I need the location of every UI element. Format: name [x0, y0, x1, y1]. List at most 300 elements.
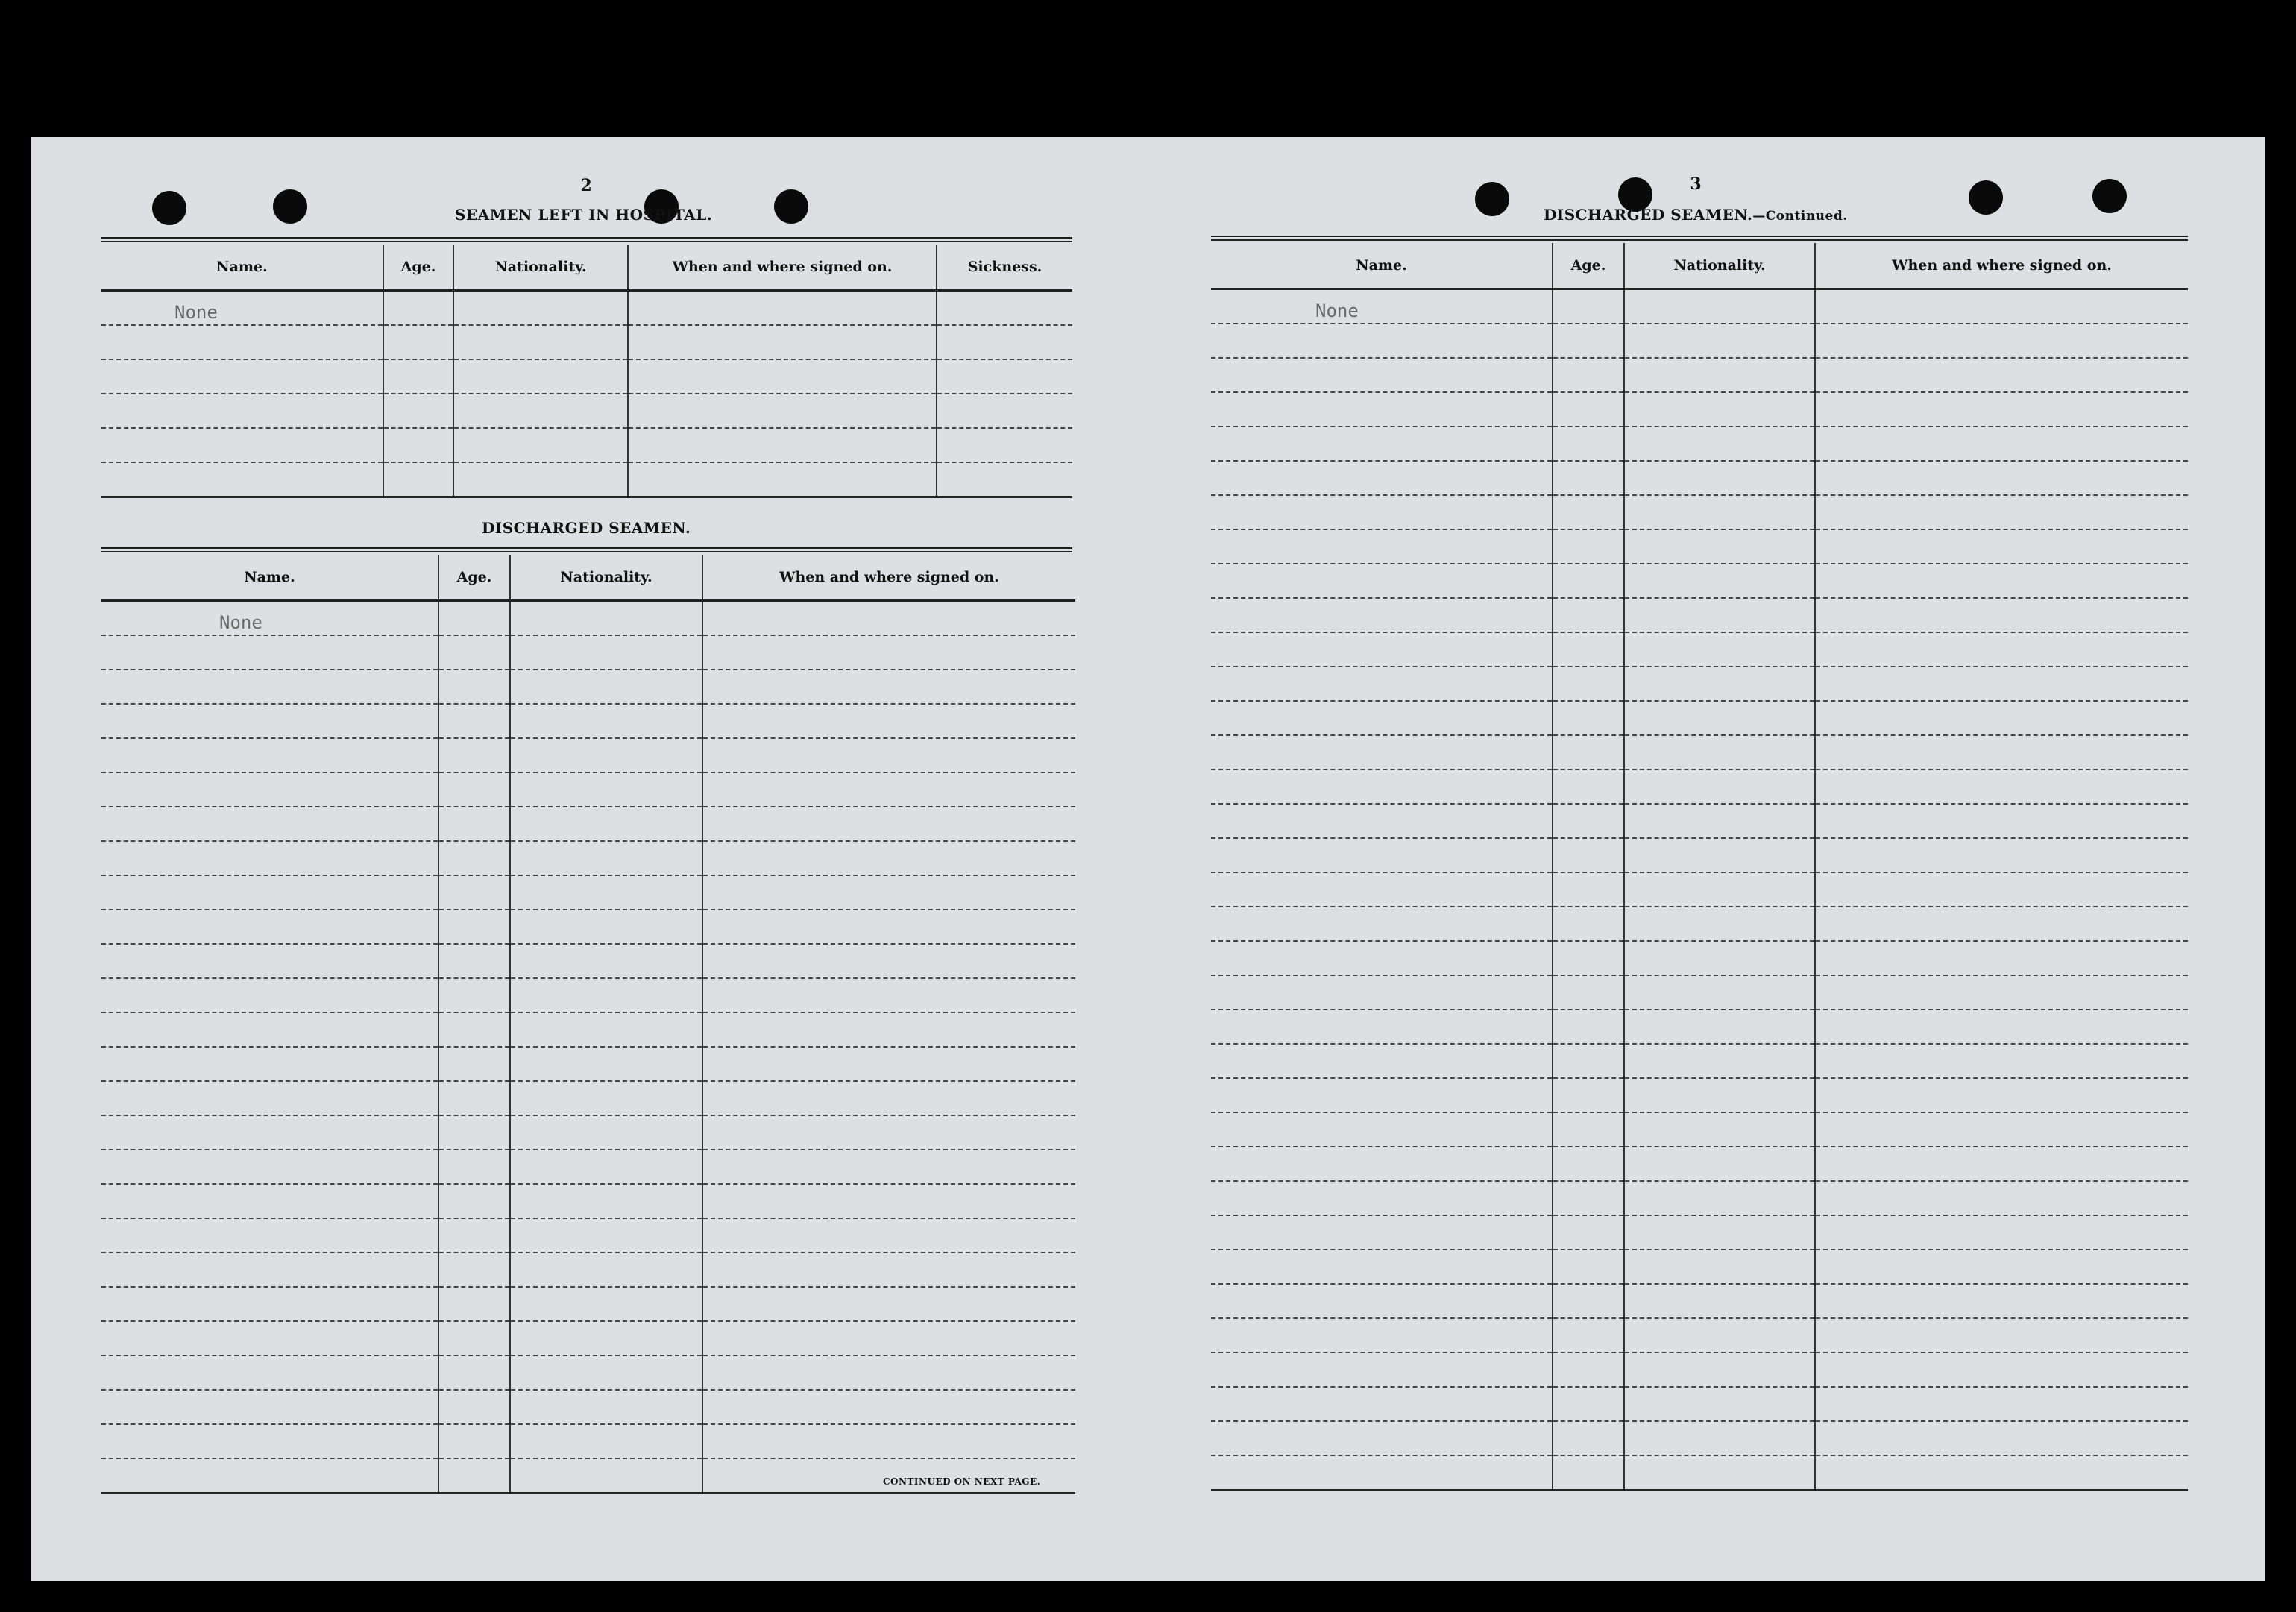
- document-sheet: [31, 137, 2265, 1581]
- table-cell: [1815, 1250, 2188, 1284]
- table-cell: [702, 875, 1075, 910]
- table-cell: [1211, 804, 1553, 838]
- typed-entry: None: [1315, 300, 1359, 321]
- table-cell: [438, 1253, 510, 1287]
- table-row: [1211, 907, 2188, 941]
- table-cell: [1211, 667, 1553, 701]
- table-cell: [510, 1390, 702, 1424]
- table-cell: [453, 325, 628, 359]
- table-row: [101, 635, 1075, 670]
- table-cell: [1624, 358, 1815, 392]
- table-cell: [1624, 392, 1815, 426]
- discharged-continued-title: [1544, 206, 1848, 224]
- table-cell: [383, 428, 453, 462]
- table-cell: [510, 704, 702, 738]
- table-cell: [438, 1287, 510, 1321]
- table-cell: [510, 635, 702, 670]
- table-row: [1211, 426, 2188, 461]
- table-cell: [101, 394, 383, 428]
- table-cell: [438, 1390, 510, 1424]
- table-cell: [1815, 1421, 2188, 1455]
- table-cell: [101, 841, 438, 875]
- table-cell: [1624, 667, 1815, 701]
- table-cell: [702, 1356, 1075, 1390]
- table-row: [1211, 495, 2188, 529]
- table-cell: [1211, 1147, 1553, 1181]
- table-cell: [101, 978, 438, 1013]
- table-cell: [1211, 1284, 1553, 1318]
- table-cell: [1624, 289, 1815, 324]
- table-cell: [702, 1047, 1075, 1081]
- table-row: [101, 291, 1072, 326]
- table-cell: [1553, 1250, 1624, 1284]
- table-cell: [101, 772, 438, 807]
- table-cell: [937, 428, 1072, 462]
- table-cell: [1815, 735, 2188, 769]
- table-row: [1211, 392, 2188, 426]
- table-cell: [438, 1184, 510, 1218]
- table-cell: [1211, 769, 1553, 804]
- table-cell: [438, 601, 510, 636]
- table-cell: [101, 1184, 438, 1218]
- table-cell: [1815, 1112, 2188, 1147]
- table-cell: [438, 944, 510, 978]
- right-header-row: [1211, 243, 2188, 289]
- table-cell: [510, 910, 702, 944]
- table-cell: [1815, 872, 2188, 907]
- table-cell: [1211, 426, 1553, 461]
- table-cell: [438, 1321, 510, 1356]
- punch-hole: [1969, 180, 2003, 215]
- table-row: [101, 1321, 1075, 1356]
- table-cell: [438, 978, 510, 1013]
- table-row: [1211, 529, 2188, 564]
- table-cell: [1815, 1215, 2188, 1250]
- table-cell: [1553, 1010, 1624, 1044]
- table-row: [1211, 975, 2188, 1010]
- table-cell: [1553, 1421, 1624, 1455]
- table-cell: [1624, 1318, 1815, 1353]
- table-row: [1211, 701, 2188, 735]
- table-row: [101, 1150, 1075, 1184]
- table-cell: [1624, 1010, 1815, 1044]
- table-row: [1211, 1181, 2188, 1215]
- table-cell: [1624, 735, 1815, 769]
- table-row: [1211, 667, 2188, 701]
- table-cell: [101, 1390, 438, 1424]
- table-cell: [453, 428, 628, 462]
- table-cell: [1815, 804, 2188, 838]
- typed-entry: None: [174, 302, 218, 323]
- table-cell: [1624, 324, 1815, 358]
- table-cell: [101, 325, 383, 359]
- table-cell: [438, 738, 510, 772]
- table-cell: [1553, 1353, 1624, 1387]
- table-row: [101, 1287, 1075, 1321]
- table-cell: [510, 1253, 702, 1287]
- table-cell: [1815, 289, 2188, 324]
- table-cell: [1211, 838, 1553, 872]
- table-cell: [438, 670, 510, 704]
- table-cell: [1211, 632, 1553, 667]
- discharged-continued-table: [1211, 243, 2188, 1491]
- table-cell: [438, 910, 510, 944]
- table-cell: [1624, 1421, 1815, 1455]
- table-cell: [1815, 632, 2188, 667]
- table-cell: [1553, 358, 1624, 392]
- table-cell: [1553, 1181, 1624, 1215]
- name-cell: [101, 601, 438, 636]
- table-cell: [101, 1150, 438, 1184]
- table-cell: [1211, 495, 1553, 529]
- table-row: [101, 1081, 1075, 1115]
- table-cell: [1553, 1455, 1624, 1490]
- table-cell: [1553, 1044, 1624, 1078]
- table-cell: [383, 291, 453, 326]
- table-cell: [1211, 324, 1553, 358]
- table-cell: [101, 1047, 438, 1081]
- table-row: [1211, 1318, 2188, 1353]
- table-row: [101, 1390, 1075, 1424]
- table-cell: [438, 875, 510, 910]
- hospital-table: [101, 245, 1072, 498]
- table-cell: [1211, 1215, 1553, 1250]
- table-row: [101, 978, 1075, 1013]
- table-cell: [1211, 975, 1553, 1010]
- table-cell: [1624, 1284, 1815, 1318]
- table-cell: [628, 394, 937, 428]
- table-row: [101, 1115, 1075, 1150]
- table-row: [1211, 1353, 2188, 1387]
- title-suffix: —Continued.: [1752, 209, 1848, 224]
- table-cell: [1211, 1181, 1553, 1215]
- table-row: [1211, 598, 2188, 632]
- table-row: [101, 807, 1075, 841]
- table-cell: [1211, 461, 1553, 495]
- col-header-signed-on: When and where signed on.: [1815, 243, 2188, 289]
- table-cell: [702, 910, 1075, 944]
- table-cell: [510, 1081, 702, 1115]
- table-cell: [510, 738, 702, 772]
- table-cell: [1553, 1147, 1624, 1181]
- table-cell: [1553, 564, 1624, 598]
- table-cell: [438, 1218, 510, 1253]
- table-cell: [1211, 529, 1553, 564]
- title-main: DISCHARGED SEAMEN.: [1544, 206, 1753, 224]
- table-cell: [1624, 632, 1815, 667]
- table-cell: [1815, 1284, 2188, 1318]
- table-cell: [1211, 358, 1553, 392]
- table-cell: [1815, 426, 2188, 461]
- table-cell: [702, 772, 1075, 807]
- table-cell: [510, 1458, 702, 1493]
- table-cell: [1624, 1147, 1815, 1181]
- table-cell: [510, 944, 702, 978]
- table-cell: [1815, 838, 2188, 872]
- table-cell: [101, 1458, 438, 1493]
- table-cell: [101, 910, 438, 944]
- table-cell: [937, 325, 1072, 359]
- table-cell: [101, 1287, 438, 1321]
- table-cell: [702, 1184, 1075, 1218]
- table-cell: [702, 1081, 1075, 1115]
- table-cell: [702, 1390, 1075, 1424]
- table-cell: [101, 738, 438, 772]
- table-cell: [1553, 769, 1624, 804]
- table-cell: [1815, 1147, 2188, 1181]
- table-cell: [1624, 804, 1815, 838]
- table-row: [101, 772, 1075, 807]
- table-row: [1211, 1250, 2188, 1284]
- table-cell: [438, 841, 510, 875]
- table-cell: [1624, 1215, 1815, 1250]
- table-cell: [510, 875, 702, 910]
- table-row: [1211, 564, 2188, 598]
- table-cell: [510, 1115, 702, 1150]
- table-row: [1211, 1147, 2188, 1181]
- table-row: [1211, 872, 2188, 907]
- table-cell: [1553, 392, 1624, 426]
- table-cell: [1553, 495, 1624, 529]
- table-cell: [438, 1047, 510, 1081]
- table-cell: [1211, 598, 1553, 632]
- table-cell: [1624, 701, 1815, 735]
- table-cell: [1815, 907, 2188, 941]
- table-row: [101, 601, 1075, 636]
- table-cell: [628, 428, 937, 462]
- table-cell: [1624, 769, 1815, 804]
- table-row: [1211, 1215, 2188, 1250]
- col-header-name: Name.: [101, 245, 383, 291]
- table-cell: [937, 394, 1072, 428]
- table-cell: [1553, 838, 1624, 872]
- table-cell: [1624, 1455, 1815, 1490]
- table-cell: [1815, 392, 2188, 426]
- table-cell: [937, 462, 1072, 497]
- table-cell: [101, 635, 438, 670]
- table-cell: [510, 1150, 702, 1184]
- table-cell: [101, 428, 383, 462]
- discharged-top-rule: [101, 547, 1072, 552]
- table-cell: [1553, 1318, 1624, 1353]
- table-cell: [101, 944, 438, 978]
- table-cell: [702, 1253, 1075, 1287]
- table-cell: [438, 1013, 510, 1047]
- table-cell: [510, 1013, 702, 1047]
- table-cell: [1815, 461, 2188, 495]
- table-cell: [1624, 941, 1815, 975]
- table-cell: [702, 1321, 1075, 1356]
- table-row: [101, 1424, 1075, 1458]
- typed-entry: None: [219, 612, 262, 633]
- table-cell: [438, 772, 510, 807]
- table-row: [1211, 358, 2188, 392]
- table-row: [101, 394, 1072, 428]
- continued-footer: CONTINUED ON NEXT PAGE.: [883, 1476, 1041, 1487]
- name-cell: [101, 291, 383, 326]
- table-cell: [1624, 564, 1815, 598]
- table-cell: [438, 1081, 510, 1115]
- table-cell: [438, 1424, 510, 1458]
- table-cell: [1211, 1112, 1553, 1147]
- col-header-age: Age.: [383, 245, 453, 291]
- table-cell: [1815, 529, 2188, 564]
- table-cell: [1815, 598, 2188, 632]
- table-cell: [1553, 1112, 1624, 1147]
- table-cell: [1815, 1044, 2188, 1078]
- table-cell: [510, 1424, 702, 1458]
- table-row: [1211, 1284, 2188, 1318]
- table-cell: [1815, 1387, 2188, 1421]
- table-cell: [1553, 426, 1624, 461]
- table-cell: [438, 1150, 510, 1184]
- table-row: [1211, 632, 2188, 667]
- table-cell: [438, 635, 510, 670]
- table-cell: [702, 704, 1075, 738]
- table-row: [1211, 324, 2188, 358]
- table-cell: [101, 875, 438, 910]
- table-row: [101, 1184, 1075, 1218]
- table-cell: [702, 807, 1075, 841]
- table-cell: [702, 738, 1075, 772]
- table-cell: [101, 807, 438, 841]
- table-cell: [702, 1287, 1075, 1321]
- table-cell: [510, 1321, 702, 1356]
- table-cell: [1553, 529, 1624, 564]
- discharged-header-row: [101, 555, 1075, 601]
- table-cell: [1553, 1215, 1624, 1250]
- table-cell: [1211, 564, 1553, 598]
- col-header-sickness: Sickness.: [937, 245, 1072, 291]
- table-cell: [101, 704, 438, 738]
- table-cell: [1624, 975, 1815, 1010]
- table-row: [101, 875, 1075, 910]
- table-cell: [1211, 872, 1553, 907]
- table-cell: [510, 1218, 702, 1253]
- table-cell: [702, 978, 1075, 1013]
- punch-hole: [2092, 179, 2127, 213]
- punch-hole: [1475, 182, 1509, 216]
- hospital-header-row: [101, 245, 1072, 291]
- table-cell: [101, 1356, 438, 1390]
- table-cell: [1815, 1318, 2188, 1353]
- table-cell: [453, 462, 628, 497]
- table-cell: [1553, 735, 1624, 769]
- table-cell: [1211, 735, 1553, 769]
- table-cell: [1815, 1353, 2188, 1387]
- table-cell: [1624, 872, 1815, 907]
- table-cell: [383, 394, 453, 428]
- table-row: [101, 428, 1072, 462]
- table-cell: [438, 1115, 510, 1150]
- table-row: [101, 1356, 1075, 1390]
- table-cell: [702, 1150, 1075, 1184]
- table-cell: [1815, 1078, 2188, 1112]
- table-row: [1211, 1421, 2188, 1455]
- table-cell: [628, 325, 937, 359]
- table-cell: [101, 1424, 438, 1458]
- table-cell: [702, 944, 1075, 978]
- right-top-rule: [1211, 236, 2188, 241]
- table-cell: [1211, 392, 1553, 426]
- table-cell: [1624, 907, 1815, 941]
- table-row: [101, 1253, 1075, 1287]
- table-row: [1211, 838, 2188, 872]
- table-cell: [1211, 1078, 1553, 1112]
- table-cell: [1624, 529, 1815, 564]
- table-cell: [510, 772, 702, 807]
- table-cell: [702, 670, 1075, 704]
- table-cell: [702, 1424, 1075, 1458]
- table-cell: [702, 1115, 1075, 1150]
- table-cell: [438, 807, 510, 841]
- table-cell: [438, 1458, 510, 1493]
- table-cell: [1624, 426, 1815, 461]
- col-header-nationality: Nationality.: [510, 555, 702, 601]
- table-cell: [510, 807, 702, 841]
- table-cell: [383, 325, 453, 359]
- table-row: [101, 704, 1075, 738]
- col-header-nationality: Nationality.: [453, 245, 628, 291]
- table-cell: [1211, 1318, 1553, 1353]
- table-cell: [101, 1321, 438, 1356]
- table-row: [101, 841, 1075, 875]
- table-cell: [1815, 495, 2188, 529]
- table-cell: [1211, 1353, 1553, 1387]
- table-cell: [1211, 941, 1553, 975]
- table-cell: [1211, 1421, 1553, 1455]
- table-cell: [1553, 804, 1624, 838]
- table-cell: [101, 1253, 438, 1287]
- table-row: [1211, 1387, 2188, 1421]
- table-cell: [1815, 564, 2188, 598]
- table-cell: [702, 1013, 1075, 1047]
- table-cell: [453, 359, 628, 394]
- table-cell: [937, 291, 1072, 326]
- table-row: [101, 1218, 1075, 1253]
- discharged-table: [101, 555, 1075, 1494]
- table-row: [101, 1047, 1075, 1081]
- table-row: [1211, 804, 2188, 838]
- table-row: [1211, 941, 2188, 975]
- table-cell: [1815, 358, 2188, 392]
- table-cell: [453, 394, 628, 428]
- table-cell: [628, 359, 937, 394]
- table-row: [1211, 1010, 2188, 1044]
- table-cell: [101, 462, 383, 497]
- table-cell: [1815, 324, 2188, 358]
- table-cell: [101, 359, 383, 394]
- hospital-top-rule: [101, 237, 1072, 242]
- table-cell: [1624, 1078, 1815, 1112]
- table-cell: [1553, 907, 1624, 941]
- table-cell: [1553, 1078, 1624, 1112]
- table-cell: [510, 1287, 702, 1321]
- table-cell: [628, 462, 937, 497]
- col-header-nationality: Nationality.: [1624, 243, 1815, 289]
- discharged-continued-table-body: [1211, 289, 2188, 1490]
- table-cell: [1553, 941, 1624, 975]
- table-cell: [1553, 324, 1624, 358]
- table-cell: [1624, 461, 1815, 495]
- table-cell: [1211, 907, 1553, 941]
- table-cell: [1815, 769, 2188, 804]
- table-cell: [1624, 1250, 1815, 1284]
- page-number-right: 3: [1690, 174, 1702, 194]
- table-cell: [1624, 1387, 1815, 1421]
- table-cell: [510, 670, 702, 704]
- table-cell: [1815, 1181, 2188, 1215]
